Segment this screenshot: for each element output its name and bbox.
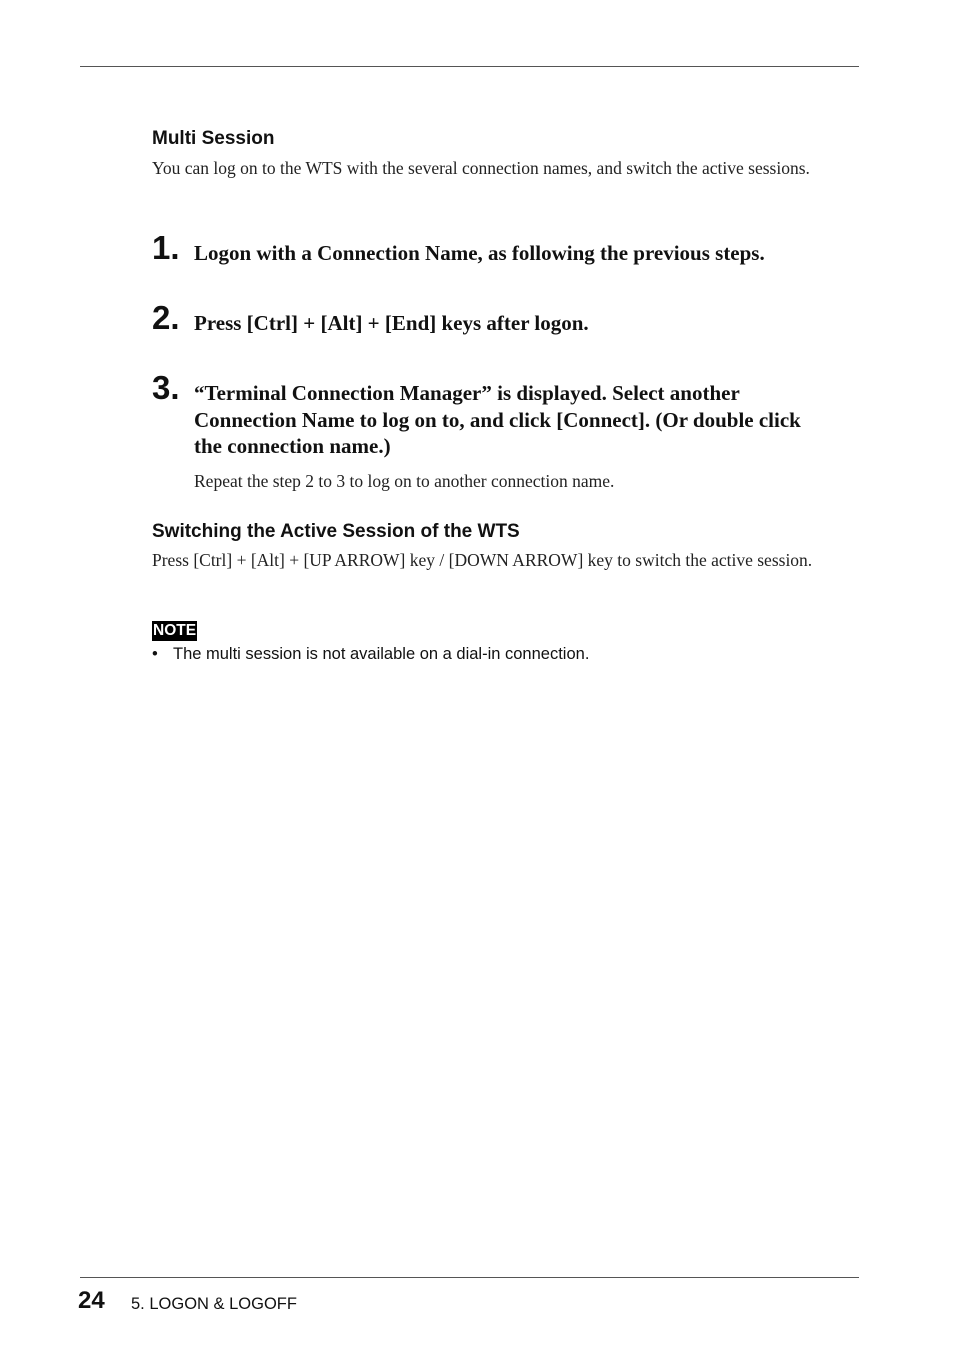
note-item-text: The multi session is not available on a dial-in connection. [173,645,590,663]
step-text: Logon with a Connection Name, as following the previous steps. [194,241,765,265]
step-number: 2. [152,299,180,336]
multi-session-heading: Multi Session [152,128,275,149]
step-number: 3. [152,369,180,406]
note-badge: NOTE [153,622,197,639]
step-text: “Terminal Connection Manager” is displayed. Select another Connection Name to log on to, and click [Connect]. (Or double click the connection name.) [194,381,801,458]
step-3-note: Repeat the step 2 to 3 to log on to another connection name. [194,471,615,491]
footer-rule [80,1277,859,1278]
switching-text: Press [Ctrl] + [Alt] + [UP ARROW] key / [DOWN ARROW] key to switch the active session. [152,550,813,570]
multi-session-intro: You can log on to the WTS with the several connection names, and switch the active sessions. [152,158,810,178]
bullet-icon: • [152,645,158,663]
chapter-label: 5. LOGON & LOGOFF [131,1295,297,1313]
step-text: Press [Ctrl] + [Alt] + [End] keys after logon. [194,311,589,335]
step-number: 1. [152,229,180,266]
switching-heading: Switching the Active Session of the WTS [152,521,520,542]
header-rule [80,66,859,67]
page-number: 24 [78,1287,105,1314]
note-list-item [152,644,589,664]
